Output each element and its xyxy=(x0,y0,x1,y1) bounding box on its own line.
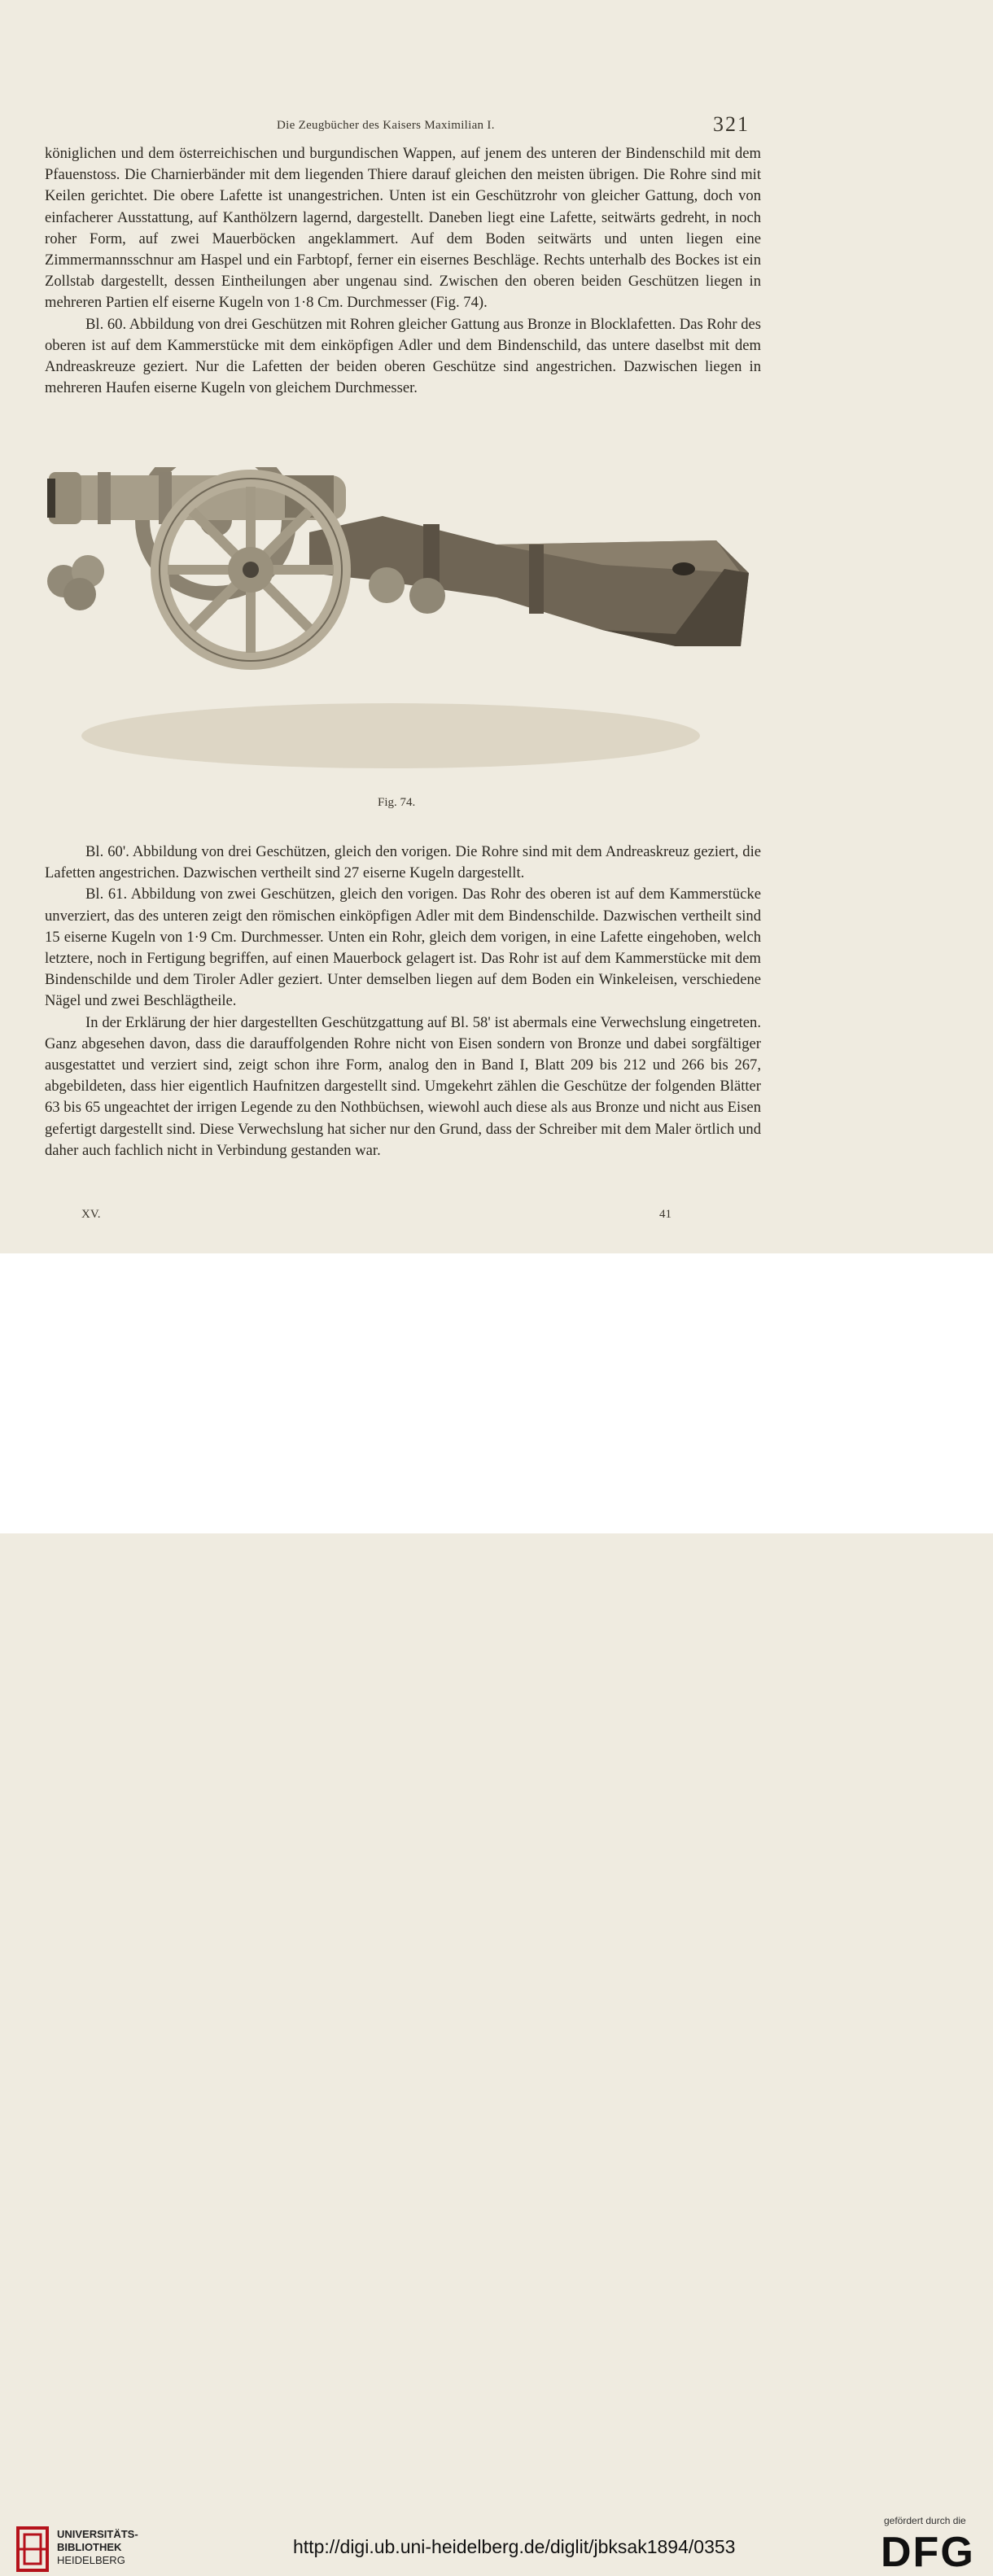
library-line: BIBLIOTHEK xyxy=(57,2541,122,2553)
page-number: 321 xyxy=(713,112,750,136)
funding-note: gefördert durch die xyxy=(884,2515,966,2526)
permalink-url[interactable]: http://digi.ub.uni-heidelberg.de/diglit/jbksak1894/0353 xyxy=(293,2536,736,2557)
library-line: UNIVERSITÄTS- xyxy=(57,2528,138,2540)
scanned-page xyxy=(0,0,993,1253)
paragraph: Bl. 61. Abbildung von zwei Geschützen, gleich den vorigen. Das Rohr des oberen ist auf dem Kammerstücke unverziert, das des unteren zeigt den römischen einköpfigen Adler mit dem Bindenschilde. Dazwischen vertheilt sind 15 eiserne Kugeln von 1·9 Cm. Durchmesser. Unten ein Rohr, gleich dem vorigen, in eine Lafette eingehoben, welch letztere, noch in Fertigung begriffen, auf einen Mauerbock gelagert ist. Das Rohr ist auf dem Kammerstücke mit dem Bindenschilde und dem Tiroler Adler geziert. Unter demselben liegen auf dem Boden ein Winkeleisen, verschiedene Nägel und zwei Beschlägtheile. xyxy=(45,886,761,1010)
body-text-top xyxy=(45,143,761,399)
signature-mark: XV. xyxy=(81,1208,101,1221)
dfg-logo: DFG xyxy=(881,2529,975,2576)
library-line: HEIDELBERG xyxy=(57,2554,125,2566)
running-title: Die Zeugbücher des Kaisers Maximilian I. xyxy=(277,119,495,132)
cannon-illustration xyxy=(41,467,757,785)
footer-bar xyxy=(0,1253,993,2576)
sheet-number: 41 xyxy=(659,1208,671,1221)
paragraph: Bl. 60. Abbildung von drei Geschützen mit Rohren gleicher Gattung aus Bronze in Blocklafetten. Das Rohr des oberen ist auf dem Kammerstücke mit dem einköpfigen Adler und dem Bindenschild, das untere daselbst mit dem Andreaskreuze geziert. Nur die Lafetten der beiden oberen Geschütze sind angestrichen. Dazwischen liegen in mehreren Haufen eiserne Kugeln von gleichem Durchmesser. xyxy=(45,315,761,397)
paragraph: königlichen und dem österreichischen und burgundischen Wappen, auf jenem des unteren der Bindenschild mit dem Pfauenstoss. Die Charnierbänder mit dem liegenden Thiere darauf gleichen den meisten übrigen. Die Rohre sind mit Keilen gerichtet. Die obere Lafette ist unangestrichen. Unten ist ein Geschützrohr von gleicher Gattung, doch von einfacherer Ausstattung, auf Kanthölzern lagernd, dargestellt. Daneben liegt eine Lafette, seitwärts gedreht, in noch roher Form, auf zwei Mauerböcken angeklammert. Auf dem Boden seitwärts und unten liegen eine Zimmermannsschnur am Haspel und ein Farbtopf, ferner ein eisernes Beschläge. Rechts unterhalb des Bockes ist ein Zollstab dargestellt, dessen Eintheilungen aber ungenau sind. Zwischen den oberen beiden Geschützen liegen in mehreren Partien elf eiserne Kugeln von 1·8 Cm. Durchmesser (Fig. 74). xyxy=(45,145,761,312)
paragraph: In der Erklärung der hier dargestellten Geschützgattung auf Bl. 58' ist abermals eine Verwechslung eingetreten. Ganz abgesehen davon, dass die darauffolgenden Rohre nicht von Eisen sondern von Bronze und dabei sorgfältiger ausgestattet und verziert sind, zeigt schon ihre Form, analog den in Band I, Blatt 209 bis 212 und 266 bis 267, abgebildeten, dass hier eigentlich Haufnitzen dargestellt sind. Umgekehrt zählen die Geschütze der folgenden Blätter 63 bis 65 ungeachtet der irrigen Legende zu den Nothbüchsen, wiewohl auch diese als aus Bronze und nicht aus Eisen gefertigt dargestellt sind. Diese Verwechslung hat sicher nur den Grund, dass der Schreiber mit dem Maler örtlich und daher auch fachlich nicht in Verbindung gestanden war. xyxy=(45,1013,761,1159)
figure-caption: Fig. 74. xyxy=(378,796,416,809)
paragraph: Bl. 60'. Abbildung von drei Geschützen, gleich den vorigen. Die Rohre sind mit dem Andreaskreuz geziert, die Lafetten angestrichen. Dazwischen vertheilt sind 27 eiserne Kugeln dargestellt. xyxy=(45,843,761,882)
university-library-logo-icon xyxy=(15,2525,50,2574)
body-text-bottom xyxy=(45,842,761,1161)
library-name xyxy=(57,2528,138,2567)
